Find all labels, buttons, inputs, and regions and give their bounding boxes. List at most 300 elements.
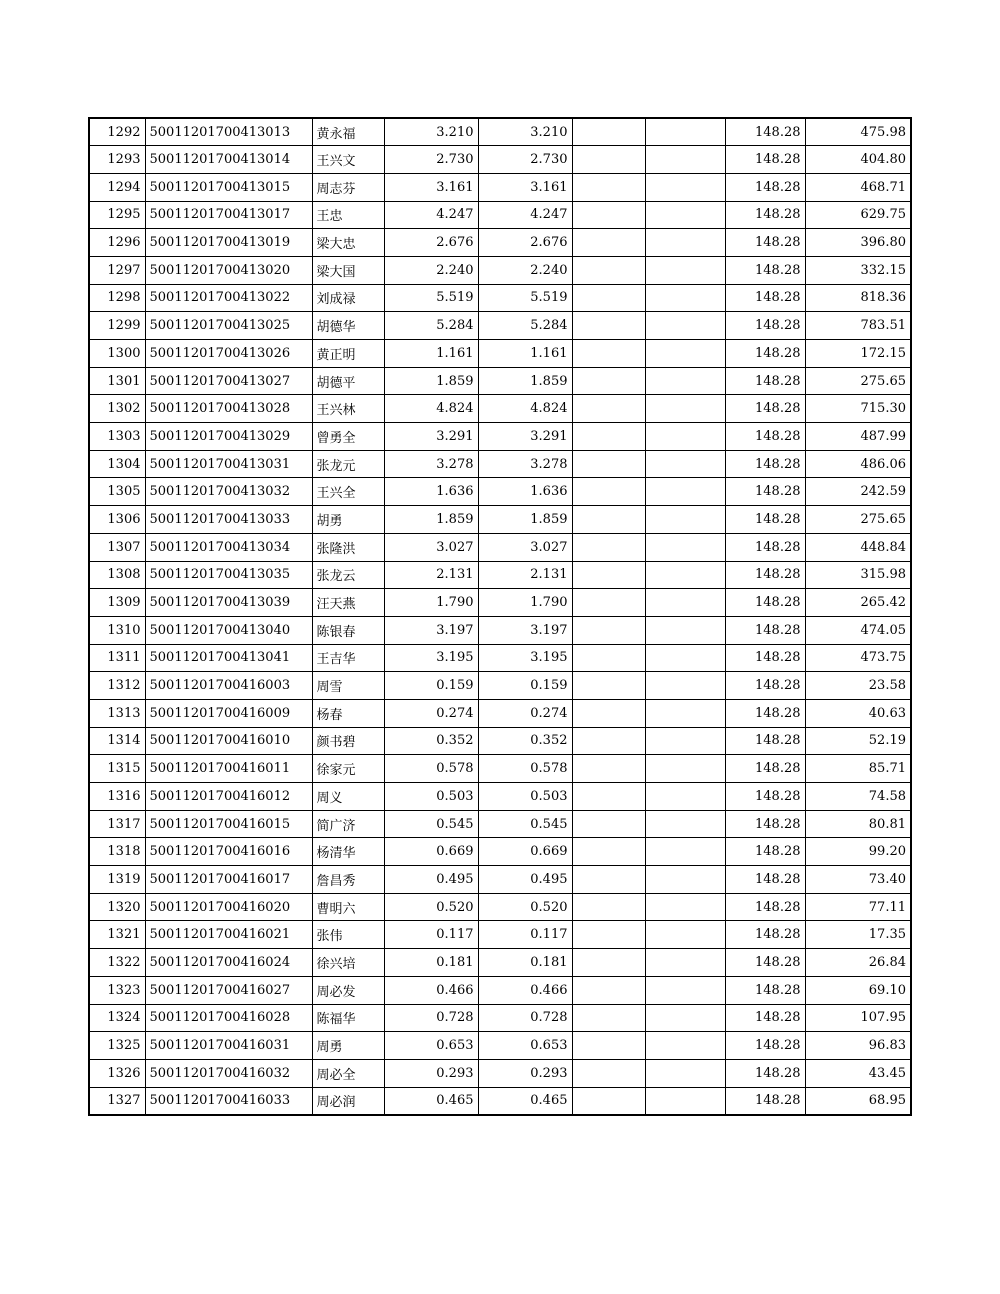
blank-cell (645, 893, 725, 921)
account-code-cell: 50011201700416021 (145, 921, 312, 949)
row-number-cell: 1316 (89, 783, 145, 811)
table-row (89, 838, 911, 866)
amount-cell: 68.95 (805, 1087, 911, 1115)
account-code-cell: 50011201700413034 (145, 533, 312, 561)
blank-cell (645, 478, 725, 506)
blank-cell (572, 201, 645, 229)
amount-cell: 474.05 (805, 616, 911, 644)
quantity-b-cell: 0.520 (478, 893, 572, 921)
row-number-cell: 1294 (89, 173, 145, 201)
person-name-cell: 王兴林 (312, 395, 384, 423)
quantity-b-cell: 0.352 (478, 727, 572, 755)
account-code-cell: 50011201700413039 (145, 589, 312, 617)
quantity-b-cell: 5.519 (478, 284, 572, 312)
account-code-cell: 50011201700416010 (145, 727, 312, 755)
row-number-cell: 1300 (89, 340, 145, 368)
table-row (89, 201, 911, 229)
person-name-cell: 梁大忠 (312, 229, 384, 257)
row-number-cell: 1309 (89, 589, 145, 617)
blank-cell (572, 893, 645, 921)
person-name-cell: 徐家元 (312, 755, 384, 783)
quantity-a-cell: 3.197 (384, 616, 478, 644)
blank-cell (645, 672, 725, 700)
blank-cell (572, 561, 645, 589)
account-code-cell: 50011201700413040 (145, 616, 312, 644)
account-code-cell: 50011201700413025 (145, 312, 312, 340)
amount-cell: 172.15 (805, 340, 911, 368)
person-name-cell: 周必发 (312, 976, 384, 1004)
quantity-b-cell: 0.495 (478, 866, 572, 894)
unit-price-cell: 148.28 (725, 506, 805, 534)
table-row (89, 118, 911, 146)
blank-cell (572, 810, 645, 838)
blank-cell (645, 284, 725, 312)
person-name-cell: 梁大国 (312, 256, 384, 284)
table-row (89, 423, 911, 451)
table-row (89, 146, 911, 174)
account-code-cell: 50011201700413032 (145, 478, 312, 506)
blank-cell (645, 949, 725, 977)
blank-cell (572, 783, 645, 811)
person-name-cell: 徐兴培 (312, 949, 384, 977)
amount-cell: 404.80 (805, 146, 911, 174)
unit-price-cell: 148.28 (725, 810, 805, 838)
unit-price-cell: 148.28 (725, 173, 805, 201)
table-row (89, 783, 911, 811)
table-row (89, 866, 911, 894)
quantity-a-cell: 2.131 (384, 561, 478, 589)
person-name-cell: 周必全 (312, 1059, 384, 1087)
row-number-cell: 1327 (89, 1087, 145, 1115)
quantity-a-cell: 0.495 (384, 866, 478, 894)
account-code-cell: 50011201700413026 (145, 340, 312, 368)
quantity-b-cell: 2.131 (478, 561, 572, 589)
quantity-b-cell: 3.197 (478, 616, 572, 644)
quantity-b-cell: 0.545 (478, 810, 572, 838)
quantity-b-cell: 5.284 (478, 312, 572, 340)
row-number-cell: 1304 (89, 450, 145, 478)
account-code-cell: 50011201700416031 (145, 1032, 312, 1060)
table-row (89, 1032, 911, 1060)
blank-cell (645, 1032, 725, 1060)
account-code-cell: 50011201700413041 (145, 644, 312, 672)
unit-price-cell: 148.28 (725, 423, 805, 451)
amount-cell: 396.80 (805, 229, 911, 257)
person-name-cell: 王兴全 (312, 478, 384, 506)
blank-cell (572, 533, 645, 561)
row-number-cell: 1311 (89, 644, 145, 672)
person-name-cell: 简广济 (312, 810, 384, 838)
unit-price-cell: 148.28 (725, 229, 805, 257)
blank-cell (645, 340, 725, 368)
quantity-a-cell: 5.284 (384, 312, 478, 340)
table-row (89, 450, 911, 478)
blank-cell (572, 949, 645, 977)
blank-cell (572, 506, 645, 534)
quantity-b-cell: 0.465 (478, 1087, 572, 1115)
quantity-a-cell: 0.466 (384, 976, 478, 1004)
blank-cell (572, 395, 645, 423)
amount-cell: 475.98 (805, 118, 911, 146)
unit-price-cell: 148.28 (725, 478, 805, 506)
amount-cell: 96.83 (805, 1032, 911, 1060)
blank-cell (572, 866, 645, 894)
table-row (89, 893, 911, 921)
blank-cell (645, 229, 725, 257)
person-name-cell: 张隆洪 (312, 533, 384, 561)
account-code-cell: 50011201700413013 (145, 118, 312, 146)
table-row (89, 561, 911, 589)
blank-cell (645, 118, 725, 146)
blank-cell (572, 727, 645, 755)
quantity-b-cell: 0.274 (478, 699, 572, 727)
blank-cell (572, 976, 645, 1004)
table-row (89, 367, 911, 395)
quantity-a-cell: 4.247 (384, 201, 478, 229)
unit-price-cell: 148.28 (725, 838, 805, 866)
row-number-cell: 1318 (89, 838, 145, 866)
row-number-cell: 1319 (89, 866, 145, 894)
account-code-cell: 50011201700413017 (145, 201, 312, 229)
blank-cell (645, 810, 725, 838)
amount-cell: 80.81 (805, 810, 911, 838)
row-number-cell: 1308 (89, 561, 145, 589)
quantity-a-cell: 3.291 (384, 423, 478, 451)
quantity-a-cell: 0.520 (384, 893, 478, 921)
person-name-cell: 陈福华 (312, 1004, 384, 1032)
amount-cell: 73.40 (805, 866, 911, 894)
blank-cell (645, 201, 725, 229)
quantity-a-cell: 1.859 (384, 367, 478, 395)
row-number-cell: 1301 (89, 367, 145, 395)
blank-cell (572, 340, 645, 368)
row-number-cell: 1321 (89, 921, 145, 949)
person-name-cell: 陈银春 (312, 616, 384, 644)
blank-cell (572, 284, 645, 312)
quantity-a-cell: 2.676 (384, 229, 478, 257)
quantity-b-cell: 0.578 (478, 755, 572, 783)
person-name-cell: 王忠 (312, 201, 384, 229)
amount-cell: 85.71 (805, 755, 911, 783)
unit-price-cell: 148.28 (725, 755, 805, 783)
unit-price-cell: 148.28 (725, 644, 805, 672)
row-number-cell: 1325 (89, 1032, 145, 1060)
blank-cell (572, 478, 645, 506)
blank-cell (572, 755, 645, 783)
amount-cell: 99.20 (805, 838, 911, 866)
account-code-cell: 50011201700413035 (145, 561, 312, 589)
quantity-a-cell: 4.824 (384, 395, 478, 423)
person-name-cell: 杨春 (312, 699, 384, 727)
account-code-cell: 50011201700413020 (145, 256, 312, 284)
blank-cell (645, 533, 725, 561)
quantity-a-cell: 5.519 (384, 284, 478, 312)
quantity-b-cell: 1.790 (478, 589, 572, 617)
person-name-cell: 张龙云 (312, 561, 384, 589)
blank-cell (645, 561, 725, 589)
quantity-a-cell: 0.465 (384, 1087, 478, 1115)
table-body (89, 118, 911, 1115)
quantity-a-cell: 0.117 (384, 921, 478, 949)
row-number-cell: 1324 (89, 1004, 145, 1032)
unit-price-cell: 148.28 (725, 976, 805, 1004)
quantity-b-cell: 0.466 (478, 976, 572, 1004)
amount-cell: 275.65 (805, 506, 911, 534)
account-code-cell: 50011201700413015 (145, 173, 312, 201)
account-code-cell: 50011201700416032 (145, 1059, 312, 1087)
table-row (89, 921, 911, 949)
row-number-cell: 1295 (89, 201, 145, 229)
amount-cell: 26.84 (805, 949, 911, 977)
blank-cell (572, 146, 645, 174)
quantity-a-cell: 0.728 (384, 1004, 478, 1032)
account-code-cell: 50011201700413031 (145, 450, 312, 478)
account-code-cell: 50011201700416024 (145, 949, 312, 977)
person-name-cell: 胡勇 (312, 506, 384, 534)
amount-cell: 77.11 (805, 893, 911, 921)
amount-cell: 448.84 (805, 533, 911, 561)
row-number-cell: 1320 (89, 893, 145, 921)
blank-cell (645, 146, 725, 174)
amount-cell: 74.58 (805, 783, 911, 811)
blank-cell (572, 699, 645, 727)
amount-cell: 486.06 (805, 450, 911, 478)
row-number-cell: 1297 (89, 256, 145, 284)
unit-price-cell: 148.28 (725, 921, 805, 949)
amount-cell: 52.19 (805, 727, 911, 755)
unit-price-cell: 148.28 (725, 589, 805, 617)
blank-cell (645, 699, 725, 727)
row-number-cell: 1298 (89, 284, 145, 312)
amount-cell: 629.75 (805, 201, 911, 229)
table-row (89, 340, 911, 368)
blank-cell (572, 229, 645, 257)
account-code-cell: 50011201700416027 (145, 976, 312, 1004)
person-name-cell: 汪天燕 (312, 589, 384, 617)
amount-cell: 275.65 (805, 367, 911, 395)
quantity-a-cell: 0.669 (384, 838, 478, 866)
blank-cell (572, 450, 645, 478)
amount-cell: 23.58 (805, 672, 911, 700)
row-number-cell: 1315 (89, 755, 145, 783)
row-number-cell: 1307 (89, 533, 145, 561)
table-row (89, 312, 911, 340)
quantity-a-cell: 1.790 (384, 589, 478, 617)
person-name-cell: 黄正明 (312, 340, 384, 368)
blank-cell (645, 838, 725, 866)
quantity-b-cell: 0.293 (478, 1059, 572, 1087)
blank-cell (645, 1004, 725, 1032)
row-number-cell: 1299 (89, 312, 145, 340)
unit-price-cell: 148.28 (725, 340, 805, 368)
blank-cell (645, 506, 725, 534)
table-row (89, 755, 911, 783)
quantity-b-cell: 2.240 (478, 256, 572, 284)
account-code-cell: 50011201700413029 (145, 423, 312, 451)
row-number-cell: 1323 (89, 976, 145, 1004)
blank-cell (572, 1059, 645, 1087)
quantity-b-cell: 4.824 (478, 395, 572, 423)
quantity-b-cell: 0.117 (478, 921, 572, 949)
amount-cell: 69.10 (805, 976, 911, 1004)
amount-cell: 40.63 (805, 699, 911, 727)
row-number-cell: 1306 (89, 506, 145, 534)
blank-cell (572, 616, 645, 644)
row-number-cell: 1312 (89, 672, 145, 700)
account-code-cell: 50011201700416016 (145, 838, 312, 866)
row-number-cell: 1292 (89, 118, 145, 146)
account-code-cell: 50011201700413027 (145, 367, 312, 395)
blank-cell (645, 921, 725, 949)
blank-cell (572, 173, 645, 201)
blank-cell (572, 312, 645, 340)
quantity-b-cell: 3.027 (478, 533, 572, 561)
quantity-b-cell: 0.728 (478, 1004, 572, 1032)
blank-cell (572, 423, 645, 451)
blank-cell (645, 256, 725, 284)
table-row (89, 1059, 911, 1087)
quantity-a-cell: 3.195 (384, 644, 478, 672)
person-name-cell: 周必润 (312, 1087, 384, 1115)
blank-cell (572, 644, 645, 672)
blank-cell (572, 672, 645, 700)
blank-cell (645, 1087, 725, 1115)
quantity-a-cell: 0.181 (384, 949, 478, 977)
amount-cell: 715.30 (805, 395, 911, 423)
account-code-cell: 50011201700413028 (145, 395, 312, 423)
table-row (89, 810, 911, 838)
table-row (89, 644, 911, 672)
person-name-cell: 胡德华 (312, 312, 384, 340)
blank-cell (645, 312, 725, 340)
table-row (89, 616, 911, 644)
person-name-cell: 杨清华 (312, 838, 384, 866)
blank-cell (572, 256, 645, 284)
quantity-a-cell: 0.545 (384, 810, 478, 838)
quantity-b-cell: 1.859 (478, 367, 572, 395)
table-row (89, 478, 911, 506)
person-name-cell: 曾勇全 (312, 423, 384, 451)
quantity-a-cell: 0.578 (384, 755, 478, 783)
unit-price-cell: 148.28 (725, 146, 805, 174)
unit-price-cell: 148.28 (725, 395, 805, 423)
unit-price-cell: 148.28 (725, 561, 805, 589)
account-code-cell: 50011201700416011 (145, 755, 312, 783)
quantity-b-cell: 1.161 (478, 340, 572, 368)
unit-price-cell: 148.28 (725, 1087, 805, 1115)
blank-cell (645, 367, 725, 395)
data-table (88, 117, 912, 1116)
person-name-cell: 詹昌秀 (312, 866, 384, 894)
quantity-b-cell: 3.195 (478, 644, 572, 672)
unit-price-cell: 148.28 (725, 1032, 805, 1060)
quantity-a-cell: 3.027 (384, 533, 478, 561)
quantity-b-cell: 0.503 (478, 783, 572, 811)
amount-cell: 43.45 (805, 1059, 911, 1087)
account-code-cell: 50011201700416033 (145, 1087, 312, 1115)
quantity-a-cell: 0.653 (384, 1032, 478, 1060)
unit-price-cell: 148.28 (725, 201, 805, 229)
unit-price-cell: 148.28 (725, 118, 805, 146)
table-row (89, 589, 911, 617)
amount-cell: 487.99 (805, 423, 911, 451)
quantity-a-cell: 3.278 (384, 450, 478, 478)
table-row (89, 949, 911, 977)
row-number-cell: 1303 (89, 423, 145, 451)
amount-cell: 332.15 (805, 256, 911, 284)
row-number-cell: 1313 (89, 699, 145, 727)
blank-cell (572, 589, 645, 617)
amount-cell: 468.71 (805, 173, 911, 201)
unit-price-cell: 148.28 (725, 783, 805, 811)
blank-cell (645, 173, 725, 201)
table-row (89, 699, 911, 727)
account-code-cell: 50011201700416012 (145, 783, 312, 811)
account-code-cell: 50011201700416017 (145, 866, 312, 894)
quantity-b-cell: 0.669 (478, 838, 572, 866)
table-row (89, 229, 911, 257)
row-number-cell: 1293 (89, 146, 145, 174)
unit-price-cell: 148.28 (725, 699, 805, 727)
table-row (89, 976, 911, 1004)
quantity-a-cell: 2.730 (384, 146, 478, 174)
row-number-cell: 1305 (89, 478, 145, 506)
quantity-a-cell: 1.161 (384, 340, 478, 368)
quantity-b-cell: 0.159 (478, 672, 572, 700)
blank-cell (645, 727, 725, 755)
blank-cell (645, 755, 725, 783)
person-name-cell: 周雪 (312, 672, 384, 700)
table-row (89, 506, 911, 534)
unit-price-cell: 148.28 (725, 893, 805, 921)
unit-price-cell: 148.28 (725, 672, 805, 700)
table-row (89, 1004, 911, 1032)
person-name-cell: 王兴文 (312, 146, 384, 174)
quantity-b-cell: 0.181 (478, 949, 572, 977)
amount-cell: 265.42 (805, 589, 911, 617)
blank-cell (645, 395, 725, 423)
amount-cell: 315.98 (805, 561, 911, 589)
quantity-b-cell: 3.210 (478, 118, 572, 146)
quantity-a-cell: 0.274 (384, 699, 478, 727)
account-code-cell: 50011201700413022 (145, 284, 312, 312)
quantity-b-cell: 1.859 (478, 506, 572, 534)
blank-cell (645, 616, 725, 644)
quantity-b-cell: 0.653 (478, 1032, 572, 1060)
quantity-a-cell: 0.293 (384, 1059, 478, 1087)
person-name-cell: 黄永福 (312, 118, 384, 146)
row-number-cell: 1322 (89, 949, 145, 977)
unit-price-cell: 148.28 (725, 450, 805, 478)
amount-cell: 107.95 (805, 1004, 911, 1032)
amount-cell: 473.75 (805, 644, 911, 672)
quantity-a-cell: 0.159 (384, 672, 478, 700)
account-code-cell: 50011201700413014 (145, 146, 312, 174)
person-name-cell: 周勇 (312, 1032, 384, 1060)
unit-price-cell: 148.28 (725, 256, 805, 284)
blank-cell (645, 423, 725, 451)
account-code-cell: 50011201700413019 (145, 229, 312, 257)
person-name-cell: 周志芬 (312, 173, 384, 201)
row-number-cell: 1302 (89, 395, 145, 423)
account-code-cell: 50011201700416015 (145, 810, 312, 838)
blank-cell (572, 838, 645, 866)
person-name-cell: 胡德平 (312, 367, 384, 395)
quantity-b-cell: 3.161 (478, 173, 572, 201)
blank-cell (645, 976, 725, 1004)
table-row (89, 1087, 911, 1115)
table-row (89, 284, 911, 312)
